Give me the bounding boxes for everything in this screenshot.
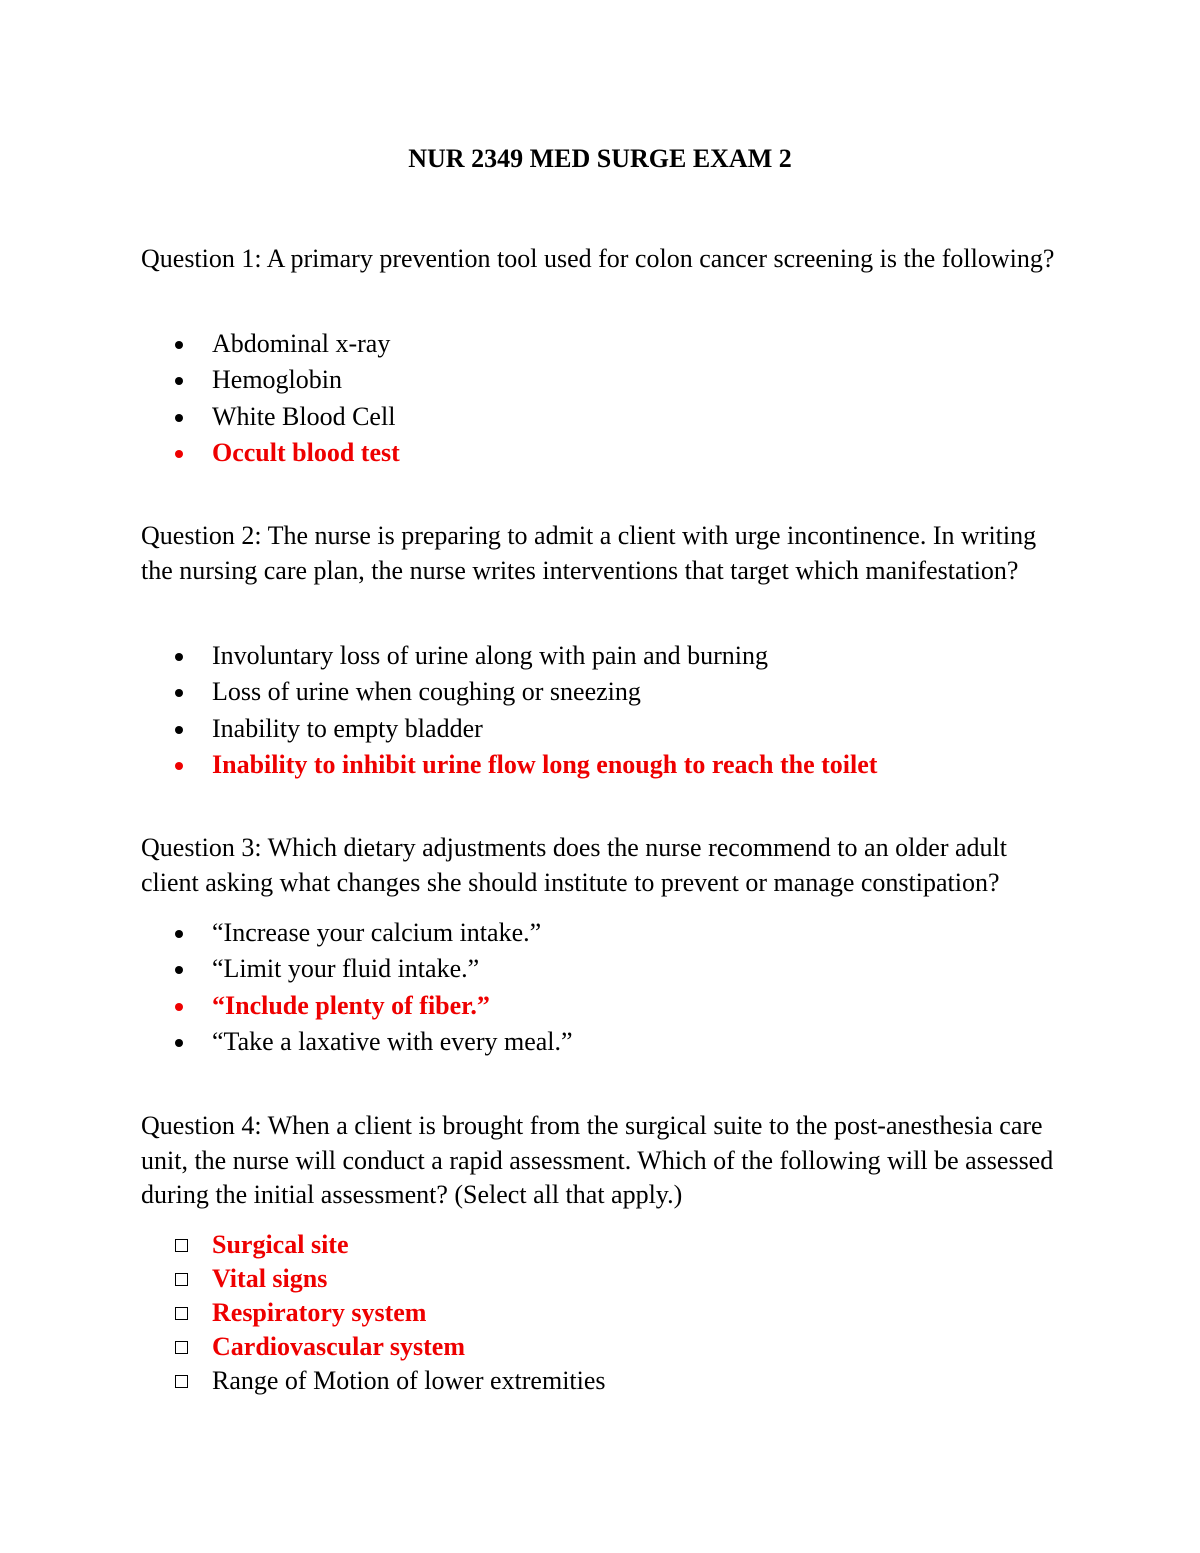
answer-option-correct — [141, 748, 1071, 784]
bullet-icon — [175, 377, 183, 385]
option-label: Loss of urine when coughing or sneezing — [212, 677, 641, 707]
option-label: “Increase your calcium intake.” — [212, 918, 542, 947]
bullet-icon — [175, 414, 183, 422]
option-label: “Limit your fluid intake.” — [212, 954, 480, 984]
question-3-options — [141, 916, 1071, 1061]
bullet-icon — [175, 689, 183, 697]
question-1-text: Question 1: A primary prevention tool used for colon cancer screening is the following? — [141, 244, 1055, 273]
bullet-icon — [175, 726, 183, 734]
answer-option-correct — [141, 1296, 1071, 1330]
answer-option — [141, 952, 1071, 988]
option-label: Cardiovascular system — [212, 1332, 466, 1361]
option-label: Involuntary loss of urine along with pain and burning — [212, 641, 769, 670]
answer-option-correct — [141, 989, 1071, 1025]
checkbox-icon — [175, 1375, 188, 1388]
question-2-text: Question 2: The nurse is preparing to admit a client with urge incontinence. In writing the nursing care plan, the nurse writes interventions that target which manifestation? — [141, 521, 1037, 585]
bullet-icon — [175, 1003, 183, 1011]
question-4-options — [141, 1228, 1071, 1398]
answer-option-correct — [141, 1330, 1071, 1364]
option-label: Occult blood test — [212, 437, 400, 467]
answer-option — [141, 916, 1071, 952]
bullet-icon — [175, 341, 183, 349]
bullet-icon — [175, 762, 183, 770]
option-label: Inability to inhibit urine flow long enough to reach the toilet — [212, 749, 878, 779]
document-title: NUR 2349 MED SURGE EXAM 2 — [408, 144, 792, 173]
answer-option — [141, 639, 1071, 675]
bullet-icon — [175, 966, 183, 974]
checkbox-icon — [175, 1273, 188, 1286]
answer-option — [141, 363, 1071, 399]
option-label: Vital signs — [212, 1264, 328, 1293]
question-4-text: Question 4: When a client is brought from the surgical suite to the post-anesthesia care unit, the nurse will conduct a rapid assessment. Which of the following will be assessed during the initial assessment? (Select all that apply.) — [141, 1111, 1054, 1209]
question-2-options — [141, 639, 1071, 784]
question-1-options — [141, 327, 1071, 472]
bullet-icon — [175, 1039, 183, 1047]
checkbox-icon — [175, 1341, 188, 1354]
answer-option-correct — [141, 1262, 1071, 1296]
answer-option — [141, 327, 1071, 363]
option-label: Inability to empty bladder — [212, 713, 483, 743]
answer-option — [141, 712, 1071, 748]
bullet-icon — [175, 653, 183, 661]
answer-option — [141, 1364, 1071, 1398]
answer-option — [141, 1025, 1071, 1061]
option-label: Surgical site — [212, 1230, 349, 1259]
option-label: Hemoglobin — [212, 365, 342, 395]
checkbox-icon — [175, 1307, 188, 1320]
bullet-icon — [175, 930, 183, 938]
answer-option — [141, 400, 1071, 436]
checkbox-icon — [175, 1239, 188, 1252]
answer-option — [141, 675, 1071, 711]
answer-option-correct — [141, 436, 1071, 472]
option-label: “Include plenty of fiber.” — [212, 990, 490, 1020]
answer-option-correct — [141, 1228, 1071, 1262]
option-label: Respiratory system — [212, 1298, 427, 1327]
option-label: Abdominal x-ray — [212, 329, 391, 358]
option-label: “Take a laxative with every meal.” — [212, 1026, 573, 1056]
bullet-icon — [175, 450, 183, 458]
option-label: Range of Motion of lower extremities — [212, 1366, 606, 1395]
option-label: White Blood Cell — [212, 401, 396, 431]
question-3-text: Question 3: Which dietary adjustments does the nurse recommend to an older adult client asking what changes she should institute to prevent or manage constipation? — [141, 833, 1007, 897]
